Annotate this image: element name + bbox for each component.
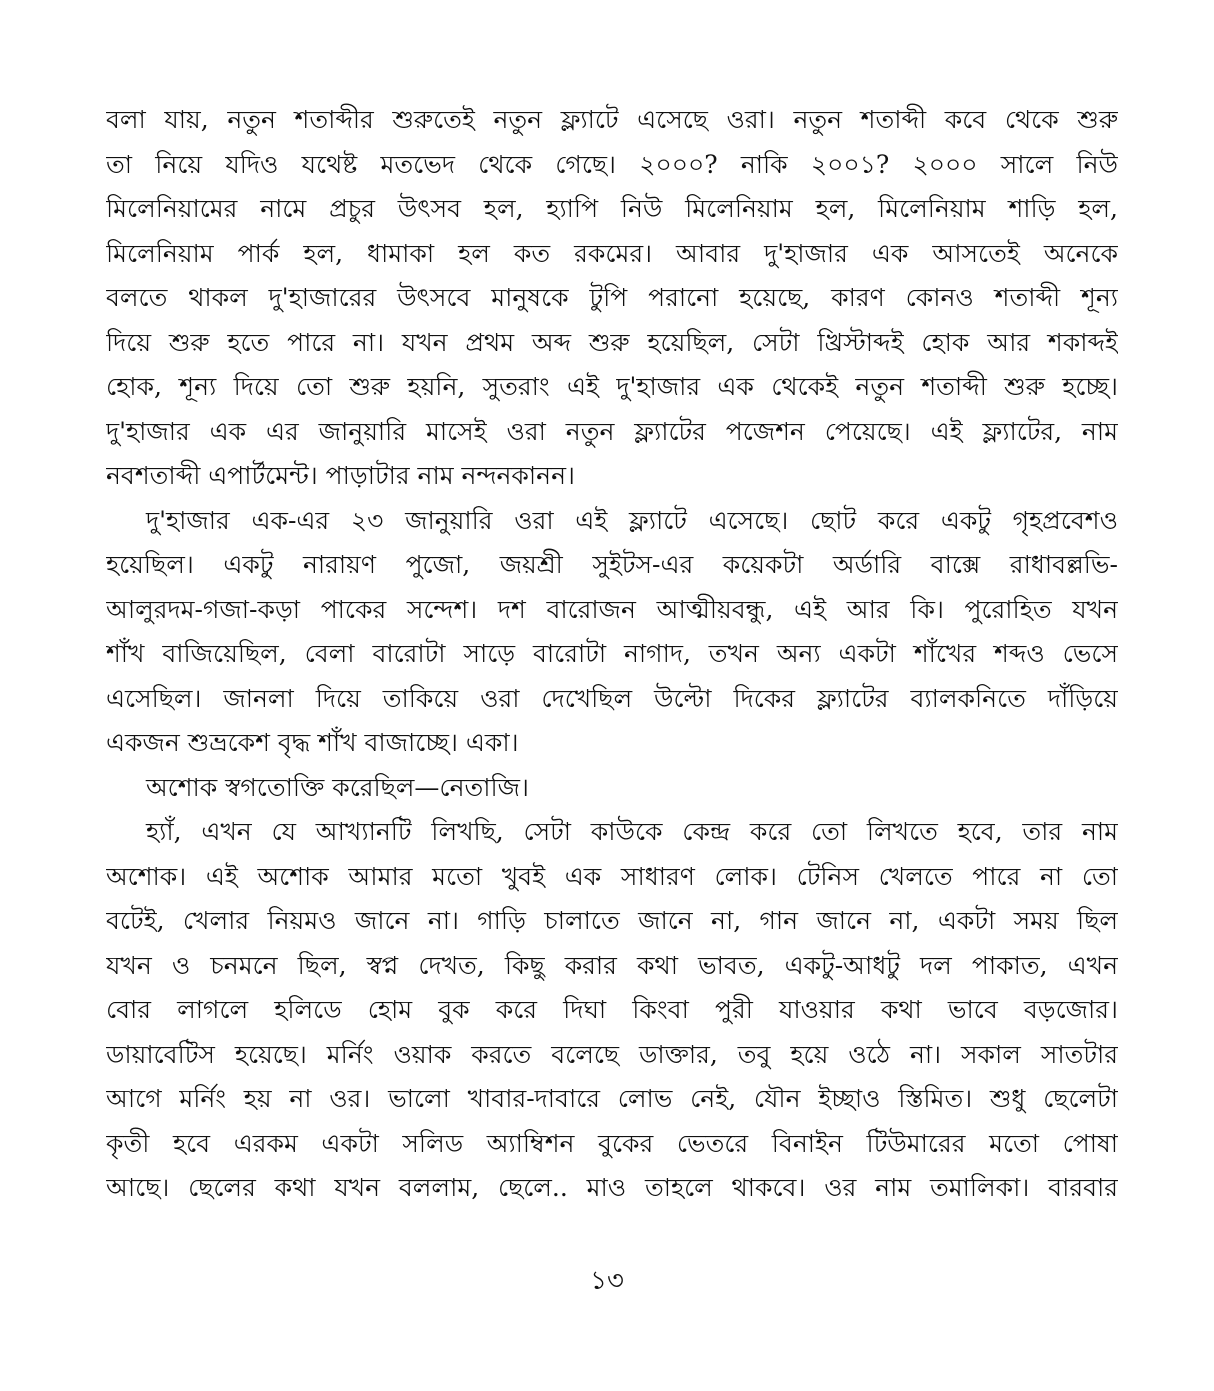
text-line: যখন ও চনমনে ছিল, স্বপ্ন দেখত, কিছু করার কথা ভাবত, একটু-আধটু দল পাকাত, এখন	[106, 950, 1118, 980]
text-line: বলতে থাকল দু'হাজারের উৎসবে মানুষকে টুপি পরানো হয়েছে, কারণ কোনও শতাব্দী শূন্য	[106, 283, 1118, 312]
text-line: দু'হাজার এক-এর ২৩ জানুয়ারি ওরা এই ফ্ল্যাটে এসেছে। ছোট করে একটু গৃহপ্রবেশও	[146, 505, 1118, 535]
text-line: হ্যাঁ, এখন যে আখ্যানটি লিখছি, সেটা কাউকে কেন্দ্র করে তো লিখতে হবে, তার নাম	[146, 817, 1118, 846]
text-line: নবশতাব্দী এপার্টমেন্ট। পাড়াটার নাম নন্দনকানন।	[106, 461, 575, 490]
text-line: বটেই, খেলার নিয়মও জানে না। গাড়ি চালাতে জানে না, গান জানে না, একটা সময় ছিল	[106, 906, 1118, 935]
text-line: তা নিয়ে যদিও যথেষ্ট মতভেদ থেকে গেছে। ২০০০? নাকি ২০০১? ২০০০ সালে নিউ	[106, 149, 1118, 179]
text-line: আলুরদম-গজা-কড়া পাকের সন্দেশ। দশ বারোজন আত্মীয়বন্ধু, এই আর কি। পুরোহিত যখন	[106, 594, 1118, 624]
text-line: আছে। ছেলের কথা যখন বললাম, ছেলে.. মাও তাহলে থাকবে। ওর নাম তমালিকা। বারবার	[106, 1173, 1118, 1202]
text-line: শাঁখ বাজিয়েছিল, বেলা বারোটা সাড়ে বারোটা নাগাদ, তখন অন্য একটা শাঁখের শব্দও ভেসে	[106, 639, 1118, 668]
text-line: কৃতী হবে এরকম একটা সলিড অ্যাম্বিশন বুকের ভেতরে বিনাইন টিউমারের মতো পোষা	[106, 1128, 1118, 1158]
text-line: হোক, শূন্য দিয়ে তো শুরু হয়নি, সুতরাং এই দু'হাজার এক থেকেই নতুন শতাব্দী শুরু হচ্ছে।	[106, 372, 1118, 401]
text-line: ডায়াবেটিস হয়েছে। মর্নিং ওয়াক করতে বলেছে ডাক্তার, তবু হয়ে ওঠে না। সকাল সাতটার	[106, 1039, 1118, 1069]
text-line: দিয়ে শুরু হতে পারে না। যখন প্রথম অব্দ শুরু হয়েছিল, সেটা খ্রিস্টাব্দই হোক আর শকাব্দই	[106, 327, 1118, 357]
text-line: বোর লাগলে হলিডে হোম বুক করে দিঘা কিংবা পুরী যাওয়ার কথা ভাবে বড়জোর।	[106, 995, 1118, 1024]
text-line: এসেছিল। জানলা দিয়ে তাকিয়ে ওরা দেখেছিল উল্টো দিকের ফ্ল্যাটের ব্যালকনিতে দাঁড়িয়ে	[106, 683, 1118, 713]
page-number: ১৩	[590, 1266, 624, 1296]
paragraph-1	[106, 98, 1118, 499]
text-line: আগে মর্নিং হয় না ওর। ভালো খাবার-দাবারে লোভ নেই, যৌন ইচ্ছাও স্তিমিত। শুধু ছেলেটা	[106, 1084, 1118, 1113]
text-line: দু'হাজার এক এর জানুয়ারি মাসেই ওরা নতুন ফ্ল্যাটের পজেশন পেয়েছে। এই ফ্ল্যাটের, নাম	[106, 416, 1118, 446]
body-text	[106, 98, 1118, 1211]
paragraph-4	[106, 810, 1118, 1211]
text-line: বলা যায়, নতুন শতাব্দীর শুরুতেই নতুন ফ্ল্যাটে এসেছে ওরা। নতুন শতাব্দী কবে থেকে শুরু	[106, 105, 1118, 134]
paragraph-2	[106, 499, 1118, 766]
text-line: হয়েছিল। একটু নারায়ণ পুজো, জয়শ্রী সুইটস-এর কয়েকটা অর্ডারি বাক্সে রাধাবল্লভি-	[106, 550, 1118, 579]
text-line: অশোক স্বগতোক্তি করেছিল—নেতাজি।	[146, 772, 529, 802]
paragraph-3	[106, 766, 1118, 811]
text-line: মিলেনিয়াম পার্ক হল, ধামাকা হল কত রকমের। আবার দু'হাজার এক আসতেই অনেকে	[106, 238, 1118, 268]
text-line: অশোক। এই অশোক আমার মতো খুবই এক সাধারণ লোক। টেনিস খেলতে পারে না তো	[106, 861, 1118, 891]
text-line: মিলেনিয়ামের নামে প্রচুর উৎসব হল, হ্যাপি নিউ মিলেনিয়াম হল, মিলেনিয়াম শাড়ি হল,	[106, 194, 1118, 223]
text-line: একজন শুভ্রকেশ বৃদ্ধ শাঁখ বাজাচ্ছে। একা।	[106, 728, 519, 757]
